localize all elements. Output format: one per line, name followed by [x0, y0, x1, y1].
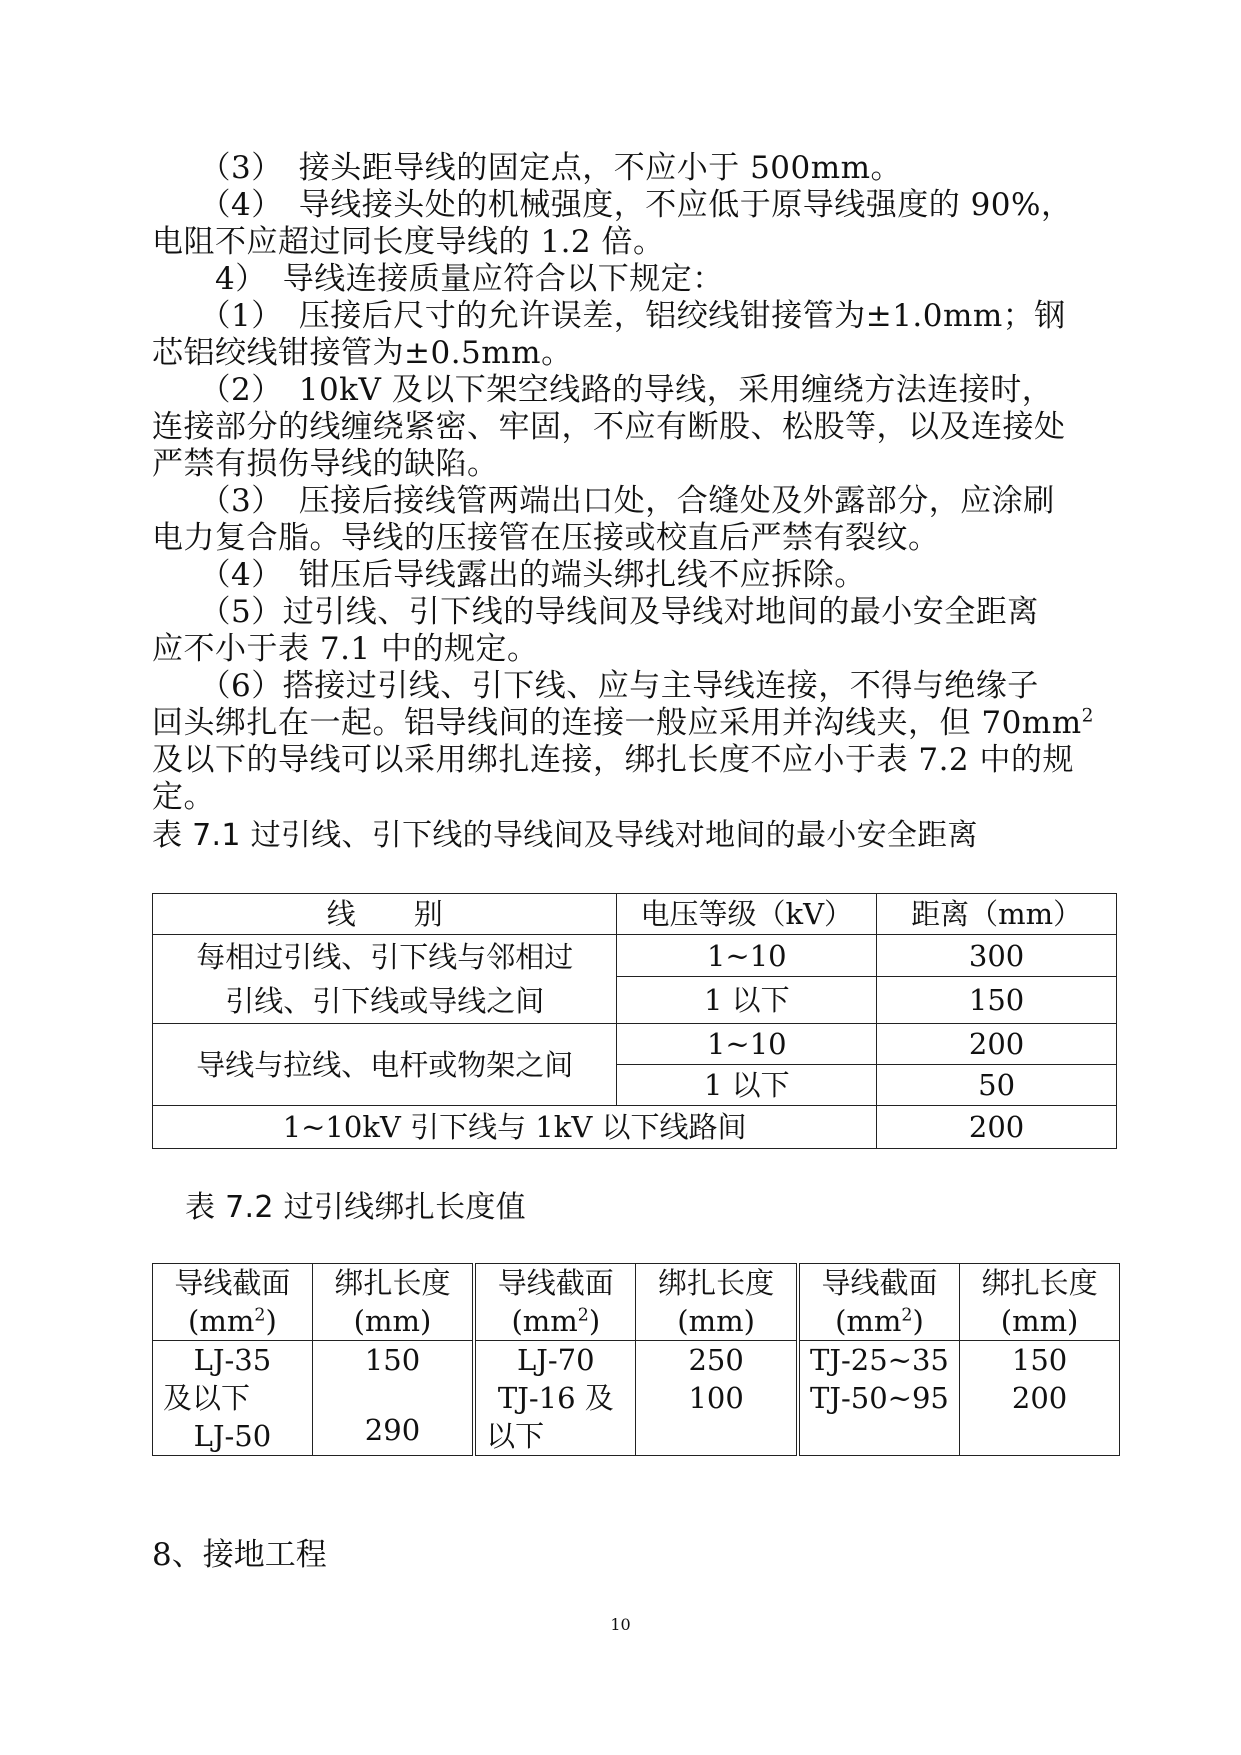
paragraph-line: 定。 — [152, 779, 215, 815]
header-cell — [312, 1264, 474, 1341]
table1-caption: 表 7.1 过引线、引下线的导线间及导线对地间的最小安全距离 — [152, 818, 978, 853]
superscript: 2 — [901, 1305, 913, 1326]
table-row — [153, 1341, 1120, 1456]
unit-text: ) — [912, 1304, 924, 1338]
cell-line: LJ-50 — [193, 1419, 272, 1453]
paragraph-line: （5）过引线、引下线的导线间及导线对地间的最小安全距离 — [152, 594, 1039, 630]
table-row — [153, 1106, 1117, 1149]
paragraph-line — [152, 705, 1112, 742]
table-row — [153, 1024, 1117, 1065]
header-unit — [476, 1302, 635, 1340]
header-text: 绑扎长度 — [334, 1266, 451, 1300]
group-label-cell — [153, 935, 617, 1024]
header-cell — [960, 1264, 1120, 1341]
data-cell — [312, 1341, 474, 1456]
superscript: 2 — [577, 1305, 589, 1326]
paragraph-line: （2） 10kV 及以下架空线路的导线，采用缠绕方法连接时， — [152, 372, 1054, 408]
table-7-1 — [152, 893, 1117, 1149]
paragraph-line: 电阻不应超过同长度导线的 1.2 倍。 — [152, 224, 665, 260]
voltage-cell: 1 以下 — [617, 977, 877, 1024]
data-cell — [474, 1341, 636, 1456]
paragraph-line: （3） 接头距导线的固定点，不应小于 500mm。 — [152, 150, 903, 186]
header-cell: 线 别 — [153, 894, 617, 935]
section-heading: 8、接地工程 — [152, 1537, 327, 1573]
group-label-line: 每相过引线、引下线与邻相过 — [196, 940, 574, 974]
header-cell: 电压等级（kV） — [617, 894, 877, 935]
cell-line: 100 — [688, 1381, 744, 1415]
cell-line: 250 — [688, 1343, 744, 1377]
header-text: 导线截面 — [174, 1266, 291, 1300]
cell-line: 200 — [1011, 1381, 1068, 1415]
paragraph-line: （4） 导线接头处的机械强度，不应低于原导线强度的 90%， — [152, 187, 1073, 223]
spacer — [313, 1379, 472, 1411]
paragraph-line: （4） 钳压后导线露出的端头绑扎线不应拆除。 — [152, 557, 866, 593]
header-cell — [798, 1264, 960, 1341]
merged-label-cell: 1~10kV 引下线与 1kV 以下线路间 — [153, 1106, 877, 1149]
cell-line: TJ-16 及 — [497, 1381, 614, 1415]
unit-text: (mm — [835, 1304, 902, 1338]
paragraph-line: 芯铝绞线钳接管为±0.5mm。 — [152, 335, 573, 371]
paragraph-line: 电力复合脂。导线的压接管在压接或校直后严禁有裂纹。 — [152, 520, 940, 556]
distance-cell: 50 — [877, 1065, 1117, 1106]
paragraph-line: 严禁有损伤导线的缺陷。 — [152, 446, 499, 482]
paragraph-line: 连接部分的线缠绕紧密、牢固，不应有断股、松股等，以及连接处 — [152, 409, 1066, 445]
paragraph-text: 回头绑扎在一起。铝导线间的连接一般应采用并沟线夹，但 70mm — [152, 705, 1082, 741]
cell-line: LJ-70 — [517, 1343, 595, 1377]
header-unit — [153, 1302, 312, 1340]
paragraph-line: 4） 导线连接质量应符合以下规定： — [152, 261, 724, 297]
header-text: 绑扎长度 — [981, 1266, 1098, 1300]
data-cell — [636, 1341, 798, 1456]
table-header-row — [153, 894, 1117, 935]
page-number: 10 — [610, 1615, 631, 1634]
cell-line: TJ-50~95 — [810, 1381, 949, 1415]
unit-text: (mm — [188, 1304, 255, 1338]
header-unit: (mm) — [677, 1304, 755, 1338]
paragraph-line: 及以下的导线可以采用绑扎连接，绑扎长度不应小于表 7.2 中的规 — [152, 742, 1075, 778]
cell-line: 以下 — [486, 1419, 545, 1453]
header-unit: (mm) — [1000, 1304, 1079, 1338]
cell-line: 150 — [1011, 1343, 1068, 1377]
table-header-row — [153, 1264, 1120, 1341]
data-cell — [960, 1341, 1120, 1456]
header-cell: 距离（mm） — [877, 894, 1117, 935]
header-text: 导线截面 — [497, 1266, 614, 1300]
unit-text: ) — [265, 1304, 277, 1338]
paragraph-line: （3） 压接后接线管两端出口处，合缝处及外露部分，应涂刷 — [152, 483, 1055, 519]
group-label-cell: 导线与拉线、电杆或物架之间 — [153, 1024, 617, 1106]
paragraph-line: 应不小于表 7.1 中的规定。 — [152, 631, 539, 667]
distance-cell: 300 — [877, 935, 1117, 977]
header-cell — [636, 1264, 798, 1341]
header-text: 绑扎长度 — [658, 1266, 775, 1300]
cell-line: 150 — [364, 1343, 421, 1377]
unit-text: (mm — [511, 1304, 578, 1338]
group-label-line: 引线、引下线或导线之间 — [225, 984, 545, 1018]
voltage-cell: 1~10 — [617, 935, 877, 977]
table2-caption: 表 7.2 过引线绑扎长度值 — [185, 1190, 526, 1225]
header-unit: (mm) — [353, 1304, 432, 1338]
superscript: 2 — [254, 1305, 266, 1326]
header-cell — [474, 1264, 636, 1341]
data-cell — [798, 1341, 960, 1456]
table-row — [153, 935, 1117, 977]
paragraph-line: （6）搭接过引线、引下线、应与主导线连接，不得与绝缘子 — [152, 668, 1039, 704]
voltage-cell: 1~10 — [617, 1024, 877, 1065]
distance-cell: 200 — [877, 1106, 1117, 1149]
cell-line: LJ-35 — [193, 1343, 272, 1377]
distance-cell: 150 — [877, 977, 1117, 1024]
table-7-2 — [152, 1263, 1120, 1456]
cell-line: 290 — [364, 1413, 421, 1447]
header-text: 导线截面 — [821, 1266, 938, 1300]
data-cell — [153, 1341, 313, 1456]
cell-line: TJ-25~35 — [810, 1343, 949, 1377]
header-unit — [800, 1302, 959, 1340]
unit-text: ) — [588, 1304, 601, 1338]
voltage-cell: 1 以下 — [617, 1065, 877, 1106]
distance-cell: 200 — [877, 1024, 1117, 1065]
paragraph-line: （1） 压接后尺寸的允许误差，铝绞线钳接管为±1.0mm；钢 — [152, 298, 1066, 334]
cell-line: 及以下 — [163, 1381, 251, 1415]
header-cell — [153, 1264, 313, 1341]
superscript: 2 — [1081, 705, 1094, 727]
